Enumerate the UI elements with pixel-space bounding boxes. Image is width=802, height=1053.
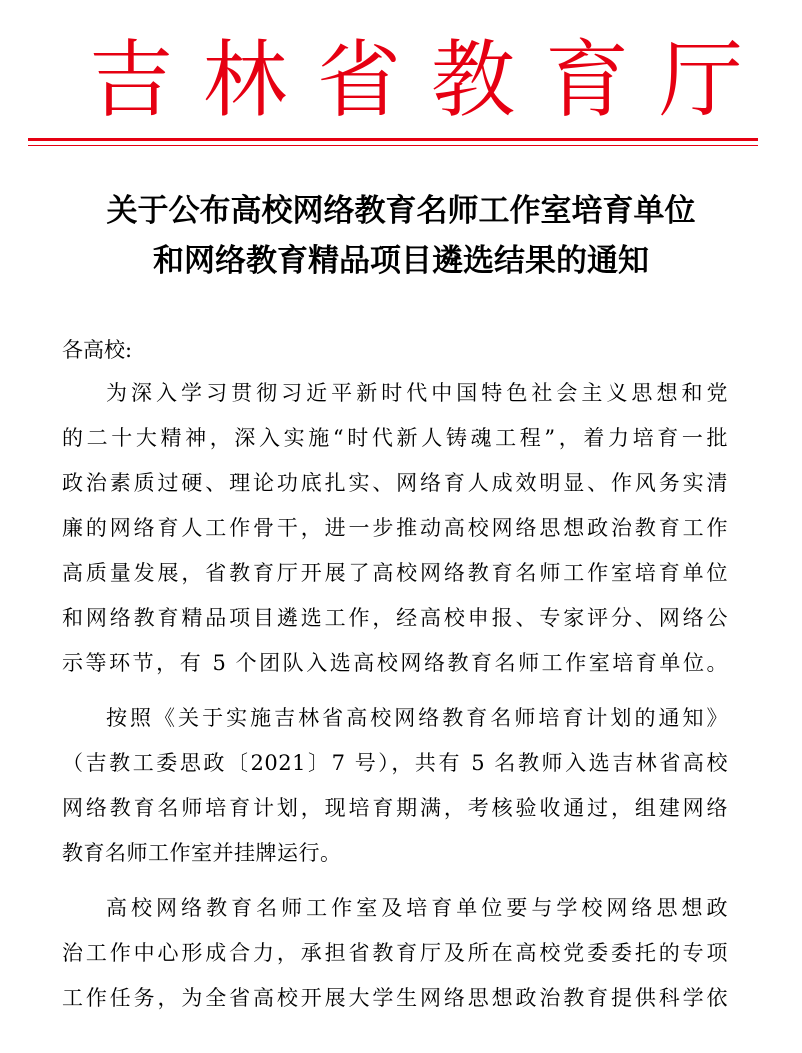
body-line: 的二十大精神，深入实施“时代新人铸魂工程”，着力培育一批: [62, 426, 728, 450]
body-line: 为深入学习贯彻习近平新时代中国特色社会主义思想和党: [106, 381, 728, 405]
letterhead-rule-thick: [28, 138, 758, 141]
document-title-line-2: 和网络教育精品项目遴选结果的通知: [153, 243, 649, 279]
body-line: 网络教育名师培育计划，现培育期满，考核验收通过，组建网络: [62, 796, 728, 820]
body-line: 高校网络教育名师工作室及培育单位要与学校网络思想政: [106, 896, 728, 920]
body-line: 廉的网络育人工作骨干，进一步推动高校网络思想政治教育工作: [62, 516, 728, 540]
body-line: 政治素质过硬、理论功底扎实、网络育人成效明显、作风务实清: [62, 471, 728, 495]
body-line: 治工作中心形成合力，承担省教育厅及所在高校党委委托的专项: [62, 941, 728, 965]
document-title-line-1: 关于公布高校网络教育名师工作室培育单位: [106, 193, 696, 229]
body-line: 按照《关于实施吉林省高校网络教育名师培育计划的通知》: [106, 706, 728, 730]
salutation: 各高校:: [62, 338, 133, 362]
body-line: 教育名师工作室并挂牌运行。: [62, 841, 342, 865]
body-line: （吉教工委思政〔2021〕7 号），共有 5 名教师入选吉林省高校: [62, 751, 728, 775]
body-line: 和网络教育精品项目遴选工作，经高校申报、专家评分、网络公: [62, 606, 728, 630]
letterhead-rule-thin: [28, 145, 758, 146]
letterhead-org-name: 吉林省教育厅: [88, 31, 773, 129]
body-line: 高质量发展，省教育厅开展了高校网络教育名师工作室培育单位: [62, 561, 728, 585]
body-line: 工作任务，为全省高校开展大学生网络思想政治教育提供科学依: [62, 986, 728, 1010]
body-line: 示等环节，有 5 个团队入选高校网络教育名师工作室培育单位。: [62, 651, 728, 675]
document-title: [40, 186, 762, 286]
